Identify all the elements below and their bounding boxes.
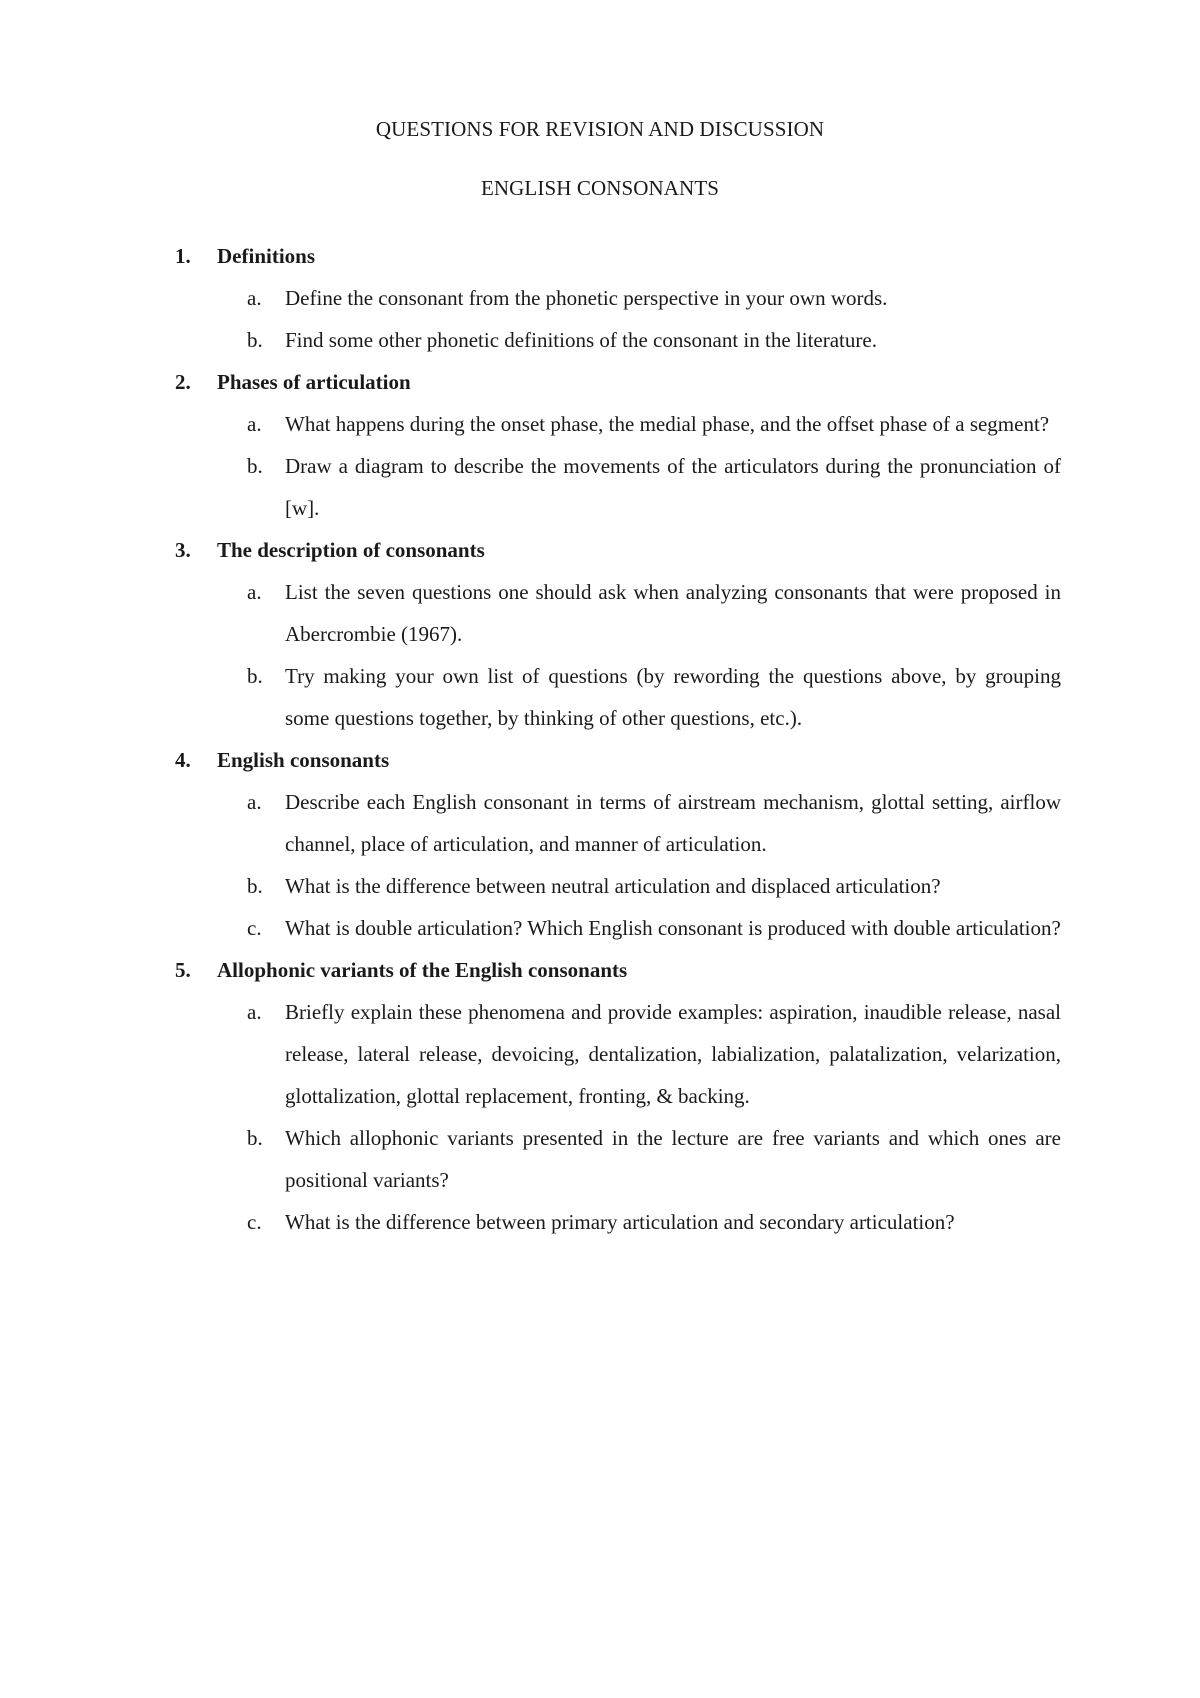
question-item xyxy=(247,571,1061,655)
item-letter: b. xyxy=(247,454,263,478)
document-title: QUESTIONS FOR REVISION AND DISCUSSION xyxy=(375,117,825,141)
question-item xyxy=(247,445,1061,529)
question-list xyxy=(175,991,1061,1243)
section-heading xyxy=(175,529,1061,571)
item-text: What happens during the onset phase, the medial phase, and the offset phase of a segment? xyxy=(285,412,1050,436)
item-text: Briefly explain these phenomena and provide examples: aspiration, inaudible release, nasal release, lateral release, devoicing, dentalization, labialization, palatalization, velarization, glottalization, glottal replacement, fronting, & backing. xyxy=(285,1000,1061,1108)
document-subtitle: ENGLISH CONSONANTS xyxy=(480,176,720,200)
item-text: Try making your own list of questions (by rewording the questions above, by grouping some questions together, by thinking of other questions, etc.). xyxy=(285,664,1061,730)
section-heading xyxy=(175,739,1061,781)
question-item xyxy=(247,1201,1061,1243)
item-letter: c. xyxy=(247,1210,262,1234)
item-letter: a. xyxy=(247,286,262,310)
item-letter: a. xyxy=(247,1000,262,1024)
question-list xyxy=(175,781,1061,949)
question-list xyxy=(175,571,1061,739)
section-heading xyxy=(175,361,1061,403)
section-description-of-consonants xyxy=(175,529,1061,739)
section-heading xyxy=(175,949,1061,991)
item-text: Draw a diagram to describe the movements of the articulators during the pronunciation of [w]. xyxy=(285,454,1061,520)
item-letter: b. xyxy=(247,664,263,688)
section-title: Phases of articulation xyxy=(217,370,411,394)
item-text: Describe each English consonant in terms of airstream mechanism, glottal setting, airflow channel, place of articulation, and manner of articulation. xyxy=(285,790,1061,856)
question-item xyxy=(247,319,1061,361)
question-item xyxy=(247,655,1061,739)
section-number: 5. xyxy=(175,958,191,982)
section-title: The description of consonants xyxy=(217,538,485,562)
item-letter: b. xyxy=(247,1126,263,1150)
item-text: What is the difference between primary articulation and secondary articulation? xyxy=(285,1210,955,1234)
item-text: Find some other phonetic definitions of the consonant in the literature. xyxy=(285,328,877,352)
section-allophonic-variants xyxy=(175,949,1061,1243)
section-english-consonants xyxy=(175,739,1061,949)
question-item xyxy=(247,403,1061,445)
question-list xyxy=(175,403,1061,529)
section-title: Definitions xyxy=(217,244,316,268)
item-text: List the seven questions one should ask when analyzing consonants that were proposed in Abercrombie (1967). xyxy=(285,580,1061,646)
question-item xyxy=(247,277,1061,319)
item-letter: a. xyxy=(247,790,262,814)
question-item xyxy=(247,991,1061,1117)
item-letter: b. xyxy=(247,874,263,898)
question-item xyxy=(247,907,1061,949)
section-definitions xyxy=(175,235,1061,361)
item-letter: a. xyxy=(247,580,262,604)
section-number: 3. xyxy=(175,538,191,562)
section-number: 4. xyxy=(175,748,191,772)
item-text: What is the difference between neutral articulation and displaced articulation? xyxy=(285,874,941,898)
item-text: Which allophonic variants presented in the lecture are free variants and which ones are positional variants? xyxy=(285,1126,1061,1192)
item-letter: c. xyxy=(247,916,262,940)
question-item xyxy=(247,781,1061,865)
item-text: What is double articulation? Which English consonant is produced with double articulation? xyxy=(285,916,1061,940)
section-number: 1. xyxy=(175,244,191,268)
section-phases-of-articulation xyxy=(175,361,1061,529)
question-sections xyxy=(175,235,1061,1243)
section-title: Allophonic variants of the English consonants xyxy=(217,958,628,982)
question-list xyxy=(175,277,1061,361)
question-item xyxy=(247,1117,1061,1201)
item-letter: b. xyxy=(247,328,263,352)
section-title: English consonants xyxy=(217,748,390,772)
item-letter: a. xyxy=(247,412,262,436)
item-text: Define the consonant from the phonetic perspective in your own words. xyxy=(285,286,888,310)
section-heading xyxy=(175,235,1061,277)
section-number: 2. xyxy=(175,370,191,394)
question-item xyxy=(247,865,1061,907)
